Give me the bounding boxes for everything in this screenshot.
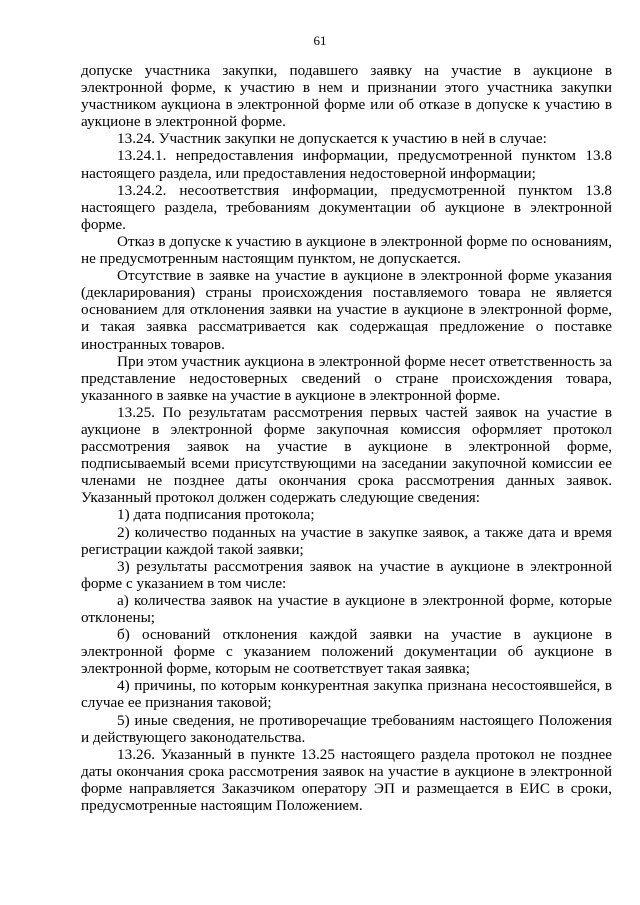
paragraph-continuation: допуске участника закупки, подавшего заявку на участие в аукционе в электронной форме, к участию в нем и признании этого участника закупки участником аукциона в электронной форме или об отказе в допуске к участию в аукционе в электронной форме.: [81, 62, 612, 131]
paragraph-13-24: 13.24. Участник закупки не допускается к участию в ней в случае:: [117, 130, 547, 148]
paragraph-responsibility: При этом участник аукциона в электронной форме несет ответственность за представление недостоверных сведений о стране происхождения товара, указанного в заявке на участие в аукционе в электронной форме.: [81, 352, 612, 404]
list-item-3b: б) оснований отклонения каждой заявки на участие в аукционе в электронной форме с указанием положений документации об аукционе в электронной форме, которым не соответствует такая заявка;: [81, 626, 612, 678]
list-item-4: 4) причины, по которым конкурентная закупка признана несостоявшейся, в случае ее признания таковой;: [81, 677, 612, 712]
list-item-2: 2) количество поданных на участие в закупке заявок, а также дата и время регистрации каждой такой заявки;: [81, 523, 612, 558]
list-item-1: 1) дата подписания протокола;: [117, 506, 315, 524]
list-item-5: 5) иные сведения, не противоречащие требованиям настоящего Положения и действующего законодательства.: [81, 711, 612, 746]
page-number: 61: [313, 33, 327, 48]
paragraph-country-origin: Отсутствие в заявке на участие в аукционе в электронной форме указания (декларирования) страны происхождения поставляемого товара не является основанием для отклонения заявки на участие в аукционе в электронной форме, и такая заявка рассматривается как содержащая предложение о поставке иностранных товаров.: [81, 267, 612, 353]
paragraph-13-25: 13.25. По результатам рассмотрения первых частей заявок на участие в аукционе в электронной форме закупочная комиссия оформляет протокол рассмотрения заявок на участие в аукционе в электронной форме, подписываемый всеми присутствующими на заседании закупочной комиссии ее членами не позднее даты окончания срока рассмотрения данных заявок. Указанный протокол должен содержать следующие сведения:: [81, 403, 612, 507]
paragraph-13-24-2: 13.24.2. несоответствия информации, предусмотренной пунктом 13.8 настоящего раздела, требованиям документации об аукционе в электронной форме.: [81, 181, 612, 233]
document-body: [81, 62, 612, 814]
list-item-3a: а) количества заявок на участие в аукционе в электронной форме, которые отклонены;: [81, 591, 612, 626]
paragraph-13-26: 13.26. Указанный в пункте 13.25 настоящего раздела протокол не позднее даты окончания срока рассмотрения заявок на участие в аукционе в электронной форме направляется Заказчиком оператору ЭП и размещается в ЕИС в сроки, предусмотренные настоящим Положением.: [81, 745, 612, 815]
paragraph-refusal: Отказ в допуске к участию в аукционе в электронной форме по основаниям, не предусмотренным настоящим пунктом, не допускается.: [81, 232, 612, 268]
paragraph-13-24-1: 13.24.1. непредоставления информации, предусмотренной пунктом 13.8 настоящего раздела, или предоставления недостоверной информации;: [81, 147, 612, 182]
list-item-3: 3) результаты рассмотрения заявок на участие в аукционе в электронной форме с указанием в том числе:: [81, 557, 612, 592]
